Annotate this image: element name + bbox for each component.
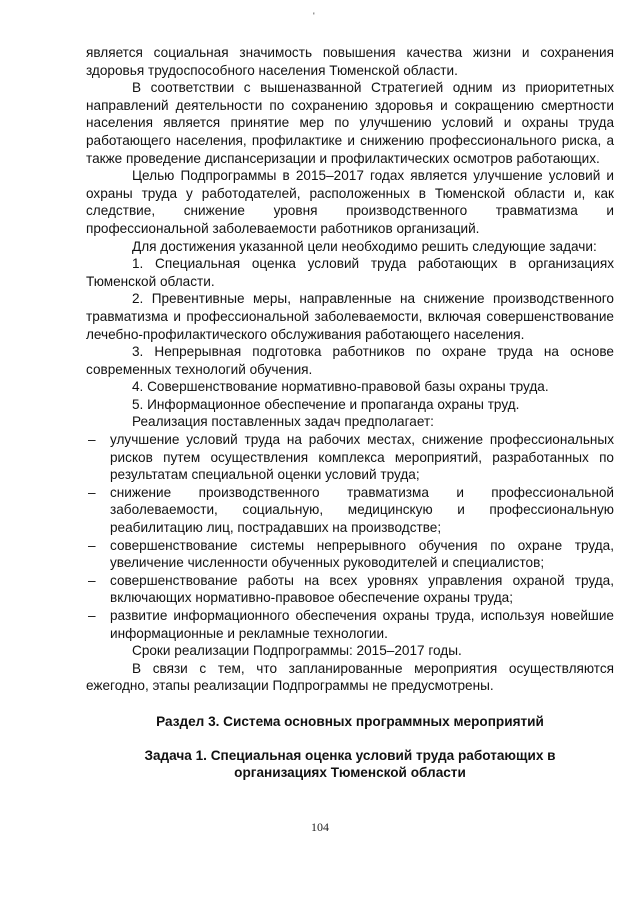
paragraph-tasks-intro: Для достижения указанной цели необходимо решить следующие задачи: [132, 238, 597, 254]
bullet-text: совершенствование системы непрерывного обучения по охране труда, увеличение численности обученных руководителей и специалистов; [110, 537, 614, 571]
bullet-item [86, 572, 614, 607]
dash-marker: – [88, 484, 96, 500]
task-heading: Задача 1. Специальная оценка условий труда работающих в организациях Тюменской области [144, 747, 556, 781]
bullet-text: совершенствование работы на всех уровнях управления охраной труда, включающих нормативно-правовое обеспечение охраны труда; [110, 572, 614, 606]
page-number: 104 [311, 820, 329, 834]
bullet-item [86, 431, 614, 484]
bullet-text: развитие информационного обеспечения охраны труда, используя новейшие информационные и рекламные технологии. [110, 608, 614, 641]
paragraph-strategy: В соответствии с вышеназванной Стратегией одним из приоритетных направлений деятельности по сохранению здоровья и сокращению смертности населения является принятие мер по улучшению условий и охраны труда работающего населения, профилактике и снижению профессионального риска, а также проведение диспансеризации и профилактических осмотров работающих. [86, 80, 614, 166]
task-item-1: 1. Специальная оценка условий труда работающих в организациях Тюменской области. [86, 256, 614, 289]
task-item-4: 4. Совершенствование нормативно-правовой базы охраны труда. [132, 379, 549, 395]
bullet-item [86, 484, 614, 537]
dash-marker: – [88, 572, 96, 588]
bullet-text: снижение производственного травматизма и профессиональной заболеваемости, социальную, медицинскую и профессиональную реабилитацию лиц, пострадавших на производстве; [110, 484, 614, 536]
bullet-item [86, 607, 614, 642]
task-item-5: 5. Информационное обеспечение и пропаганда охраны труд. [132, 396, 520, 412]
task-item-3: 3. Непрерывная подготовка работников по охране труда на основе современных технологий обучения. [86, 344, 614, 377]
bullet-item [86, 537, 614, 572]
paragraph-implementation-intro: Реализация поставленных задач предполагает: [132, 414, 434, 430]
paragraph-continuation: является социальная значимость повышения качества жизни и сохранения здоровья трудоспособного населения Тюменской области. [86, 45, 614, 78]
task-item-2: 2. Превентивные меры, направленные на снижение производственного травматизма и профессиональной заболеваемости, включая совершенствование лечебно-профилактического обслуживания работающего населения. [86, 291, 614, 342]
paragraph-goal: Целью Подпрограммы в 2015–2017 годах является улучшение условий и охраны труда у работодателей, расположенных в Тюменской области и, как следствие, снижение уровня производственного травматизма и профессиональной заболеваемости работников организаций. [86, 168, 614, 236]
dash-marker: – [88, 537, 96, 553]
scan-mark: ' [313, 11, 315, 21]
paragraph-timeline: Сроки реализации Подпрограммы: 2015–2017 годы. [132, 643, 462, 659]
section-heading: Раздел 3. Система основных программных мероприятий [156, 713, 544, 729]
paragraph-stages: В связи с тем, что запланированные мероприятия осуществляются ежегодно, этапы реализации Подпрограммы не предусмотрены. [86, 660, 614, 694]
dash-marker: – [88, 432, 96, 448]
bullet-text: улучшение условий труда на рабочих местах, снижение профессиональных рисков путем осуществления комплекса мероприятий, разработанных по результатам специальной оценки условий труда; [110, 432, 614, 483]
document-body [86, 44, 614, 782]
dash-marker: – [88, 608, 96, 623]
